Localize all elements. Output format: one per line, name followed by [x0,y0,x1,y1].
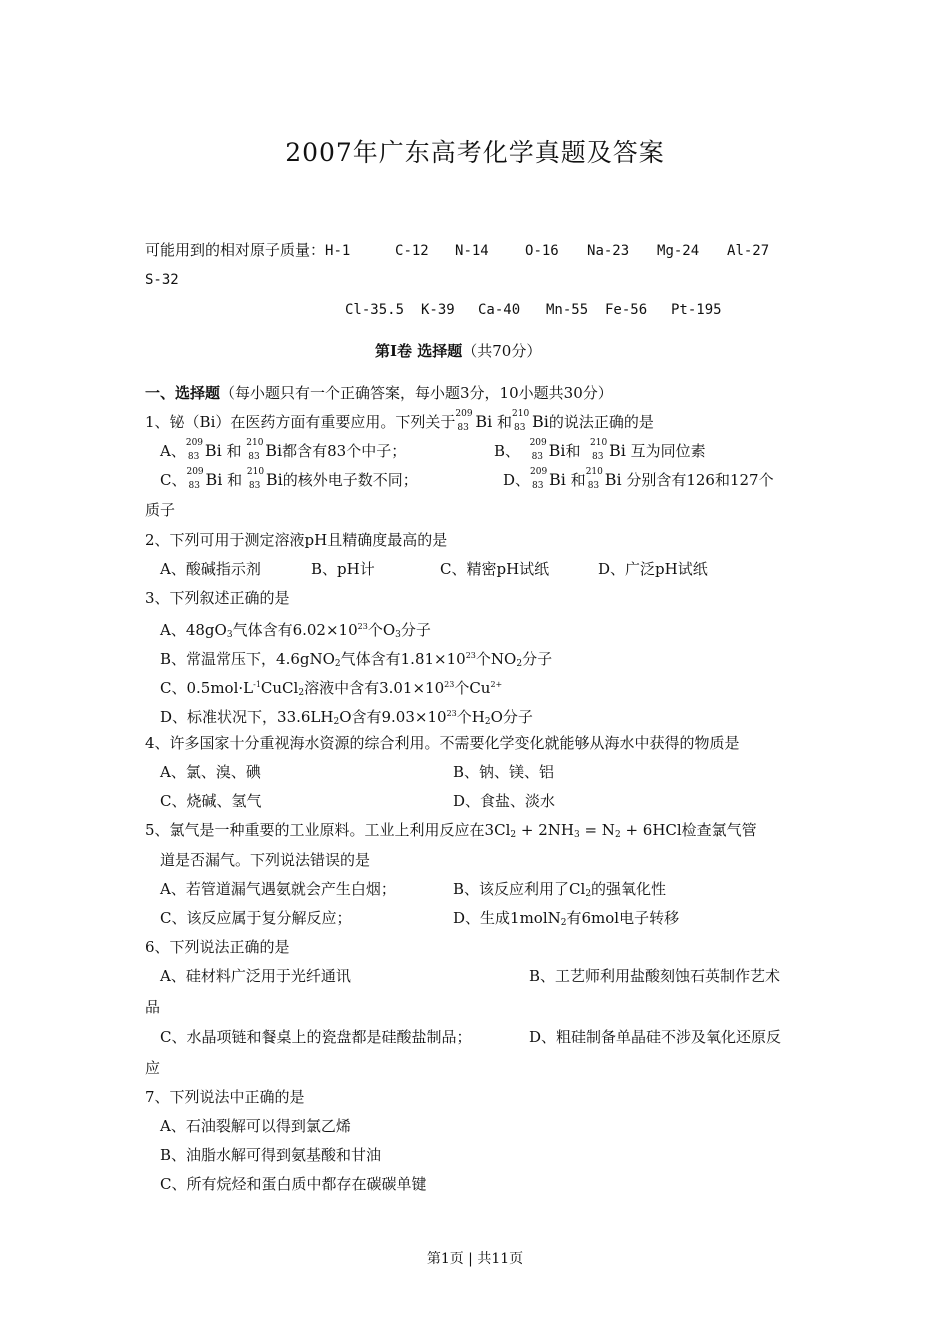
question-1-option-a: A、 209 83 Bi 和 210 83 Bi都含有83个中子； [160,438,407,462]
question-3-option-c: C、$0.5mol\cdot L^{-1}CuCl_2$溶液中含有$3.01\times 10^{23}$个$Cu^{2+}$ [160,679,503,698]
atomic-mass-label: 可能用到的相对原子质量： [145,241,326,259]
question-7-stem: 7、下列说法中正确的是 [145,1088,305,1106]
question-6-option-d-wrap: 应 [145,1059,161,1077]
question-5-option-c: C、该反应属于复分解反应； [160,909,352,927]
question-5-option-b: B、该反应利用了$Cl_2$的强氧化性 [453,880,667,899]
question-1-option-c: C、 209 83 Bi 和 210 83 Bi的核外电子数不同； [160,467,418,491]
question-5-option-d: D、生成1molN$_2$有6mol电子转移 [453,909,680,928]
question-4-option-c: C、烧碱、氢气 [160,792,262,810]
question-5-stem: 5、氯气是一种重要的工业原料。工业上利用反应在$3Cl_2 + 2NH_3 = N_2 + 6HCl$检查氯气管 [145,821,757,840]
question-3-option-d: D、标准状况下，$33.6LH_2O$含有$9.03\times 10^{23}$个$H_2O$分子 [160,708,533,727]
question-4-option-d: D、食盐、淡水 [453,792,556,810]
question-5-stem-wrap: 道是否漏气。下列说法错误的是 [160,851,371,869]
atomic-mass-row-1 [145,240,769,261]
part-title: 一、选择题（每小题只有一个正确答案，每小题3分，10小题共30分） [145,384,613,402]
mass-n: N-14 [455,243,489,259]
question-6-option-b-wrap: 品 [145,998,161,1016]
mass-h: H-1 [325,243,351,259]
question-7-option-a: A、石油裂解可以得到氯乙烯 [160,1117,351,1135]
question-6-stem: 6、下列说法正确的是 [145,938,290,956]
isotope-bi-209: 209 83 [455,409,473,433]
question-4-stem: 4、许多国家十分重视海水资源的综合利用。不需要化学变化就能够从海水中获得的物质是 [145,734,740,752]
page-title: 2007年广东高考化学真题及答案 [285,138,665,167]
question-4-option-b: B、钠、镁、铝 [453,763,555,781]
question-6-option-b: B、工艺师利用盐酸刻蚀石英制作艺术 [529,967,781,985]
question-2-stem: 2、下列可用于测定溶液pH且精确度最高的是 [145,531,448,549]
question-7-option-b: B、油脂水解可得到氨基酸和甘油 [160,1146,382,1164]
question-6-option-d: D、粗硅制备单晶硅不涉及氧化还原反 [529,1028,782,1046]
mass-s: S-32 [145,272,179,288]
question-5-option-a: A、若管道漏气遇氨就会产生白烟； [160,880,396,898]
question-1-option-d: D、 209 83 Bi 和 210 83 Bi 分别含有126和127个 [503,467,774,491]
mass-al: Al-27 [727,243,770,259]
question-1-option-d-wrap: 质子 [145,501,176,519]
question-1-option-b: B、 209 83 Bi和 210 83 Bi 互为同位素 [494,438,706,462]
question-2-option-d: D、广泛pH试纸 [598,560,708,578]
question-3-option-a: A、$48gO_3$气体含有$6.02\times 10^{23}$个$O_3$分子 [160,621,431,640]
mass-na: Na-23 [587,243,630,259]
mass-pt: Pt-195 [671,302,722,318]
mass-c: C-12 [395,243,429,259]
question-2-option-b: B、pH计 [311,560,375,578]
question-1-stem: 1、铋（Bi）在医药方面有重要应用。下列关于 209 83 Bi 和 210 83 Bi的说法正确的是 [145,409,654,433]
mass-o: O-16 [525,243,559,259]
mass-fe: Fe-56 [605,302,648,318]
mass-mg: Mg-24 [657,243,700,259]
mass-k: K-39 [421,302,455,318]
question-4-option-a: A、氯、溴、碘 [160,763,261,781]
mass-mn: Mn-55 [546,302,589,318]
atomic-mass-row-2 [345,299,722,320]
question-3-option-b: B、常温常压下，4.6gNO$_2$气体含有$1.81\times 10^{23}$个$NO_2$分子 [160,650,553,669]
mass-ca: Ca-40 [478,302,521,318]
section-heading: 第Ⅰ卷 选择题（共70分） [375,342,542,360]
question-6-option-c: C、水晶项链和餐桌上的瓷盘都是硅酸盐制品； [160,1028,472,1046]
question-2-option-a: A、酸碱指示剂 [160,560,261,578]
question-7-option-c: C、所有烷烃和蛋白质中都存在碳碳单键 [160,1175,427,1193]
page-footer: 第1页 | 共11页 [426,1251,524,1267]
question-2-option-c: C、精密pH试纸 [440,560,550,578]
mass-cl: Cl-35.5 [345,302,405,318]
question-6-option-a: A、硅材料广泛用于光纤通讯 [160,967,351,985]
question-3-stem: 3、下列叙述正确的是 [145,589,290,607]
isotope-bi-210: 210 83 [512,409,530,433]
